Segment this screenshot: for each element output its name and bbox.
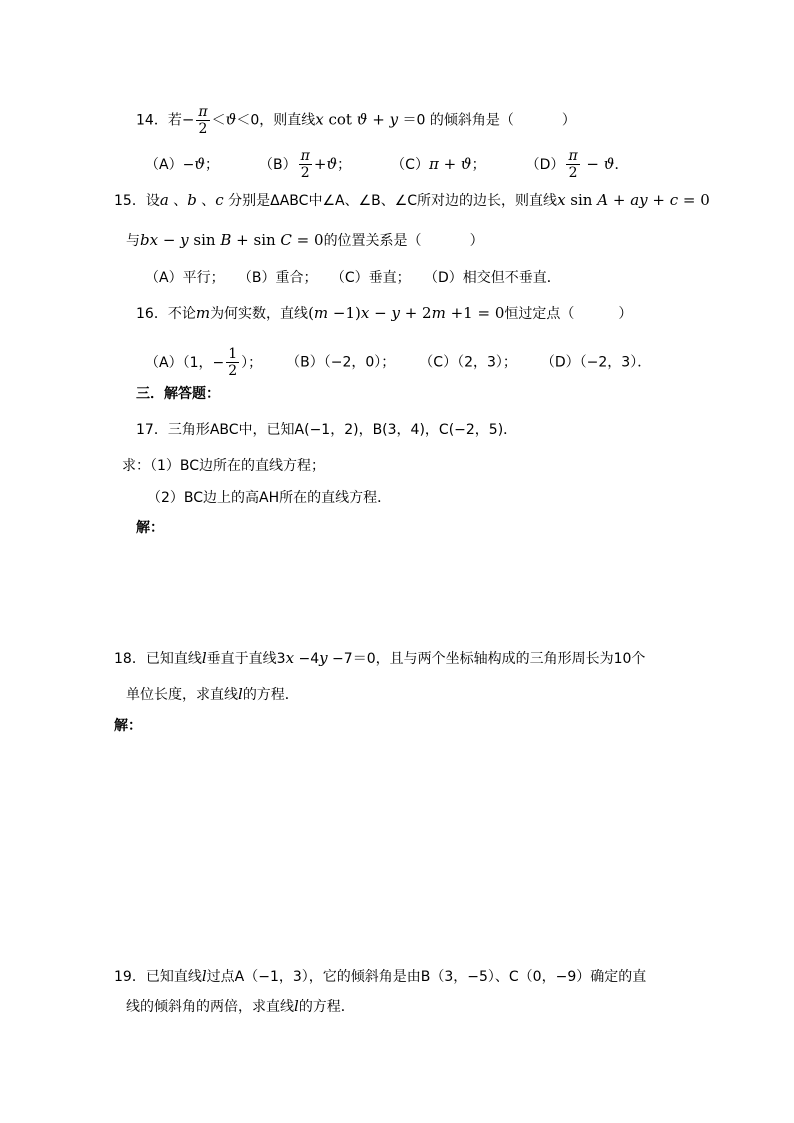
q16-stem: 16．不论m为何实数，直线(m −1)x − y + 2m +1 = 0恒过定点（ ） xyxy=(136,304,633,322)
q15-stem-line2: 与bx − y sin B + sin C = 0的位置关系是（ ） xyxy=(126,231,484,249)
fraction-pi-over-2: $\frac{\pi}{2}$ xyxy=(198,104,208,137)
q14-number: 14． xyxy=(136,112,168,129)
q14-option-d: （D） $\frac{\pi}{2}$ − ϑ． xyxy=(525,148,629,181)
q15-options: （A）平行； （B）重合； （C）垂直； （D）相交但不垂直． xyxy=(145,270,561,286)
q16-options xyxy=(145,346,651,379)
q16-option-c: （C）（2，3）； xyxy=(419,354,517,371)
q14-option-c: （C）π + ϑ； xyxy=(391,154,486,173)
q15-stem-line1: 15．设a 、b 、c 分别是ΔABC中∠A、∠B、∠C所对边的边长，则直线x sin A + ay + c = 0 xyxy=(114,191,710,209)
q18-stem-line2: 单位长度，求直线l的方程． xyxy=(126,685,299,703)
q19-stem-line2: 线的倾斜角的两倍，求直线l的方程． xyxy=(126,997,355,1015)
q16-option-b: （B）（−2，0）； xyxy=(286,354,396,371)
q14-option-a: （A）−ϑ； xyxy=(145,154,220,173)
q17-part1: 求：（1）BC边所在的直线方程； xyxy=(122,458,326,474)
q17-stem: 17．三角形ABC中，已知A(−1，2)，B(3，4)，C(−2，5)． xyxy=(136,422,518,438)
q18-stem-line1: 18．已知直线l垂直于直线3x −4y −7＝0，且与两个坐标轴构成的三角形周长为10个 xyxy=(114,649,646,667)
q18-answer-label: 解： xyxy=(114,718,142,734)
q16-option-a: （A）（1，− $\frac{1}{2}$ ）； xyxy=(145,346,263,379)
q14-option-b: （B） $\frac{\pi}{2}$ +ϑ； xyxy=(259,148,352,181)
section-heading: 三．解答题： xyxy=(136,386,220,402)
q17-part2: （2）BC边上的高AH所在的直线方程． xyxy=(147,490,392,506)
q19-stem-line1: 19．已知直线l过点A（−1，3），它的倾斜角是由B（3，−5）、C（0，−9）确定的直 xyxy=(114,967,647,985)
q14-options xyxy=(145,148,628,181)
q16-option-d: （D）（−2，3）． xyxy=(540,354,652,371)
q17-answer-label: 解： xyxy=(136,520,164,536)
q14-stem: 14．若− $\frac{\pi}{2}$ ＜ϑ＜0，则直线x cot ϑ + y ＝0 的倾斜角是（ ） xyxy=(136,104,576,137)
